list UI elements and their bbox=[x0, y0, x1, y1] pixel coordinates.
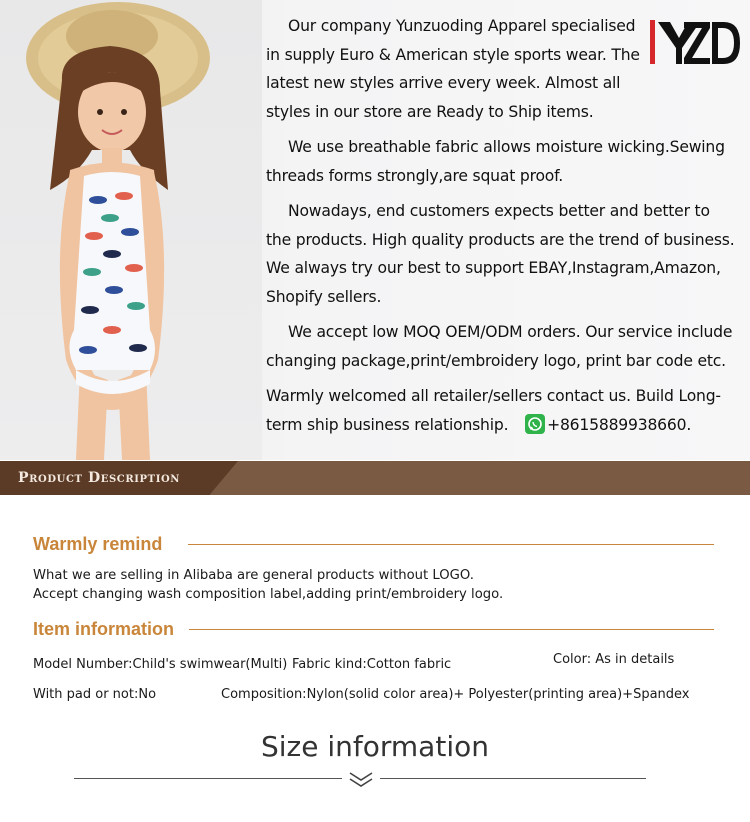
whatsapp-icon[interactable] bbox=[525, 414, 545, 434]
intro-paragraph-2: We use breathable fabric allows moisture wicking.Sewing threads forms strongly,are squat proof. bbox=[266, 138, 725, 185]
phone-number[interactable]: +8615889938660. bbox=[547, 415, 692, 434]
remind-line-1: What we are selling in Alibaba are general products without LOGO. bbox=[33, 568, 474, 583]
size-divider-left bbox=[74, 778, 342, 779]
yzd-logo bbox=[648, 14, 742, 70]
double-chevron-down-icon bbox=[347, 770, 375, 790]
size-information-title: Size information bbox=[261, 730, 489, 763]
item-information-divider bbox=[189, 629, 714, 630]
remind-line-2: Accept changing wash composition label,adding print/embroidery logo. bbox=[33, 587, 504, 602]
warmly-remind-text bbox=[33, 566, 503, 604]
intro-paragraph-5 bbox=[266, 382, 736, 439]
warmly-remind-heading: Warmly remind bbox=[33, 534, 163, 554]
intro-paragraph-3: Nowadays, end customers expects better and better to the products. High quality products are the trend of business. We always try our best to support EBAY,Instagram,Amazon, Shopify sellers. bbox=[266, 202, 735, 306]
child-swimwear-illustration bbox=[0, 0, 262, 460]
fabric-kind: Fabric kind:Cotton fabric bbox=[292, 657, 452, 672]
banner-title: Product Description bbox=[18, 470, 181, 486]
company-intro bbox=[266, 12, 736, 446]
intro-paragraph-1: Our company Yunzuoding Apparel specialised in supply Euro & American style sports wear. The latest new styles arrive every week. Almost all styles in our store are Ready to Ship items. bbox=[266, 17, 640, 121]
composition-info: Composition:Nylon(solid color area)+ Polyester(printing area)+Spandex bbox=[221, 687, 690, 702]
intro-paragraph-4: We accept low MOQ OEM/ODM orders. Our service include changing package,print/embroidery logo, print bar code etc. bbox=[266, 323, 733, 370]
size-divider-right bbox=[380, 778, 646, 779]
model-number: Model Number:Child's swimwear(Multi) bbox=[33, 657, 288, 672]
product-description-banner bbox=[0, 461, 750, 495]
color-info: Color: As in details bbox=[553, 652, 675, 667]
warmly-remind-divider bbox=[188, 544, 714, 545]
with-pad-info: With pad or not:No bbox=[33, 687, 157, 702]
item-information-heading: Item information bbox=[33, 619, 175, 639]
contact-text: Warmly welcomed all retailer/sellers contact us. Build Long-term ship business relationship. bbox=[266, 387, 721, 434]
product-photo bbox=[0, 0, 262, 460]
